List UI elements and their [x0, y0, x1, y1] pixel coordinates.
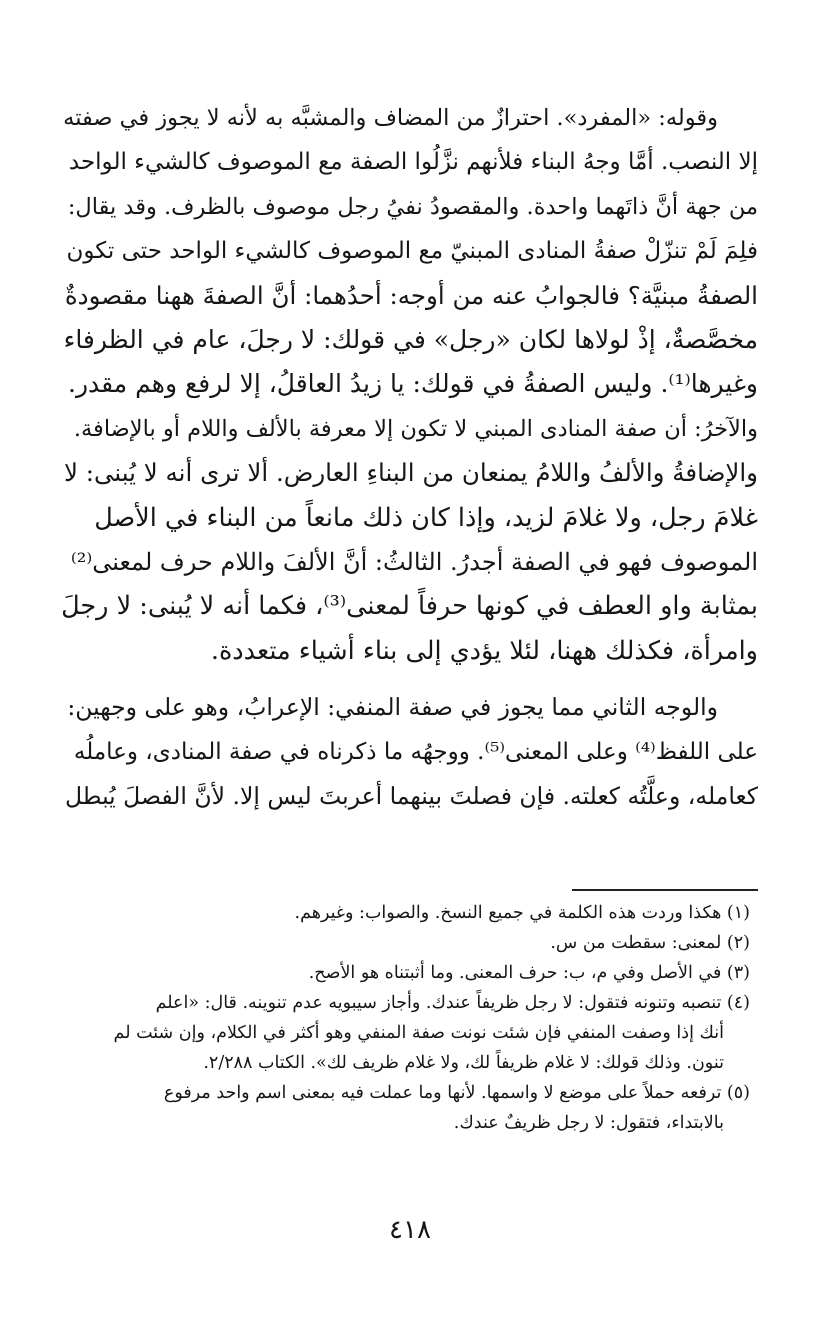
text-line: والآخرُ: أن صفة المنادى المبني لا تكون إلا معرفة بالألف واللام أو بالإضافة.: [73, 415, 758, 442]
text-line: وامرأة، فكذلك ههنا، لئلا يؤدي إلى بناء أشياء متعددة.: [210, 635, 758, 666]
footnote-5-continued: بالابتداء، فتقول: لا رجل ظريفٌ عندك.: [453, 1113, 724, 1133]
text-line: إلا النصب. أمَّا وجهُ البناء فلأنهم نزَّلُوا الصفة مع الموصوف كالشيء الواحد: [68, 149, 758, 176]
text-line: الموصوف فهو في الصفة أجدرُ. الثالثُ: أنَّ الألفَ واللام حرف لمعنى⁽²⁾: [70, 548, 758, 577]
text-line: غلامَ رجل، ولا غلامَ لزيد، وإذا كان ذلك مانعاً من البناء في الأصل: [94, 502, 758, 533]
text-line: كعامله، وعلَّتُه كعلته. فإن فصلتَ بينهما أعربتَ ليس إلا. لأنَّ الفصلَ يُبطل: [65, 782, 758, 811]
footnote-2: (٢) لمعنى: سقطت من س.: [550, 933, 750, 953]
footnote-4-continued: تنون. وذلك قولك: لا غلام ظريفاً لك، ولا غلام ظريف لك». الكتاب ٢/٢٨٨.: [203, 1053, 724, 1073]
footnote-3: (٣) في الأصل وفي م، ب: حرف المعنى. وما أثبتناه هو الأصح.: [308, 963, 750, 983]
text-line: من جهة أنَّ ذاتَهما واحدة. والمقصودُ نفيُ رجل موصوف بالظرف. وقد يقال:: [67, 193, 758, 220]
text-line: والوجه الثاني مما يجوز في صفة المنفي: الإعرابُ، وهو على وجهين:: [67, 693, 718, 722]
text-line: مخصَّصةٌ، إذْ لولاها لكان «رجل» في قولك: لا رجلَ، عام في الظرفاء: [63, 325, 758, 355]
page-number: ٤١٨: [389, 1215, 431, 1245]
footnote-1: (١) هكذا وردت هذه الكلمة في جميع النسخ. والصواب: وغيرهم.: [294, 903, 750, 923]
text-line: الصفةُ مبنيَّة؟ فالجوابُ عنه من أوجه: أحدُهما: أنَّ الصفةَ ههنا مقصودةٌ: [64, 280, 758, 310]
main-text: [62, 96, 758, 819]
footnote-4: (٤) تنصبه وتنونه فتقول: لا رجل ظريفاً عندك. وأجاز سيبويه عدم تنوينه. قال: «اعلم: [155, 993, 750, 1013]
text-line: والإضافةُ والألفُ واللامُ يمنعان من البناءِ العارض. ألا ترى أنه لا يُبنى: لا: [63, 458, 758, 488]
footnotes: [62, 898, 750, 1138]
paragraph-2: [62, 685, 758, 818]
text-line: وغيرها⁽¹⁾. وليس الصفةُ في قولك: يا زيدُ العاقلُ، إلا لرفع وهم مقدر.: [68, 369, 758, 399]
text-line: بمثابة واو العطف في كونها حرفاً لمعنى⁽³⁾، فكما أنه لا يُبنى: لا رجلَ: [61, 591, 758, 622]
footnote-4-continued: أنك إذا وصفت المنفي فإن شئت نونت صفة المنفي وهو أكثر في الكلام، وإن شئت لم: [113, 1023, 724, 1043]
paragraph-1: [62, 96, 758, 673]
footnote-separator: [572, 889, 758, 891]
text-line: فلِمَ لَمْ تنزّلْ صفةُ المنادى المبنيّ مع الموصوف كالشيء الواحد حتى تكون: [66, 238, 758, 265]
text-line: على اللفظ⁽⁴⁾ وعلى المعنى⁽⁵⁾. ووجهُه ما ذكرناه في صفة المنادى، وعاملُه: [73, 738, 758, 765]
text-line: وقوله: «المفرد». احترازٌ من المضاف والمشبَّه به لأنه لا يجوز في صفته: [63, 105, 718, 131]
footnote-5: (٥) ترفعه حملاً على موضع لا واسمها. لأنها وما عملت فيه بمعنى اسم واحد مرفوع: [163, 1083, 750, 1103]
